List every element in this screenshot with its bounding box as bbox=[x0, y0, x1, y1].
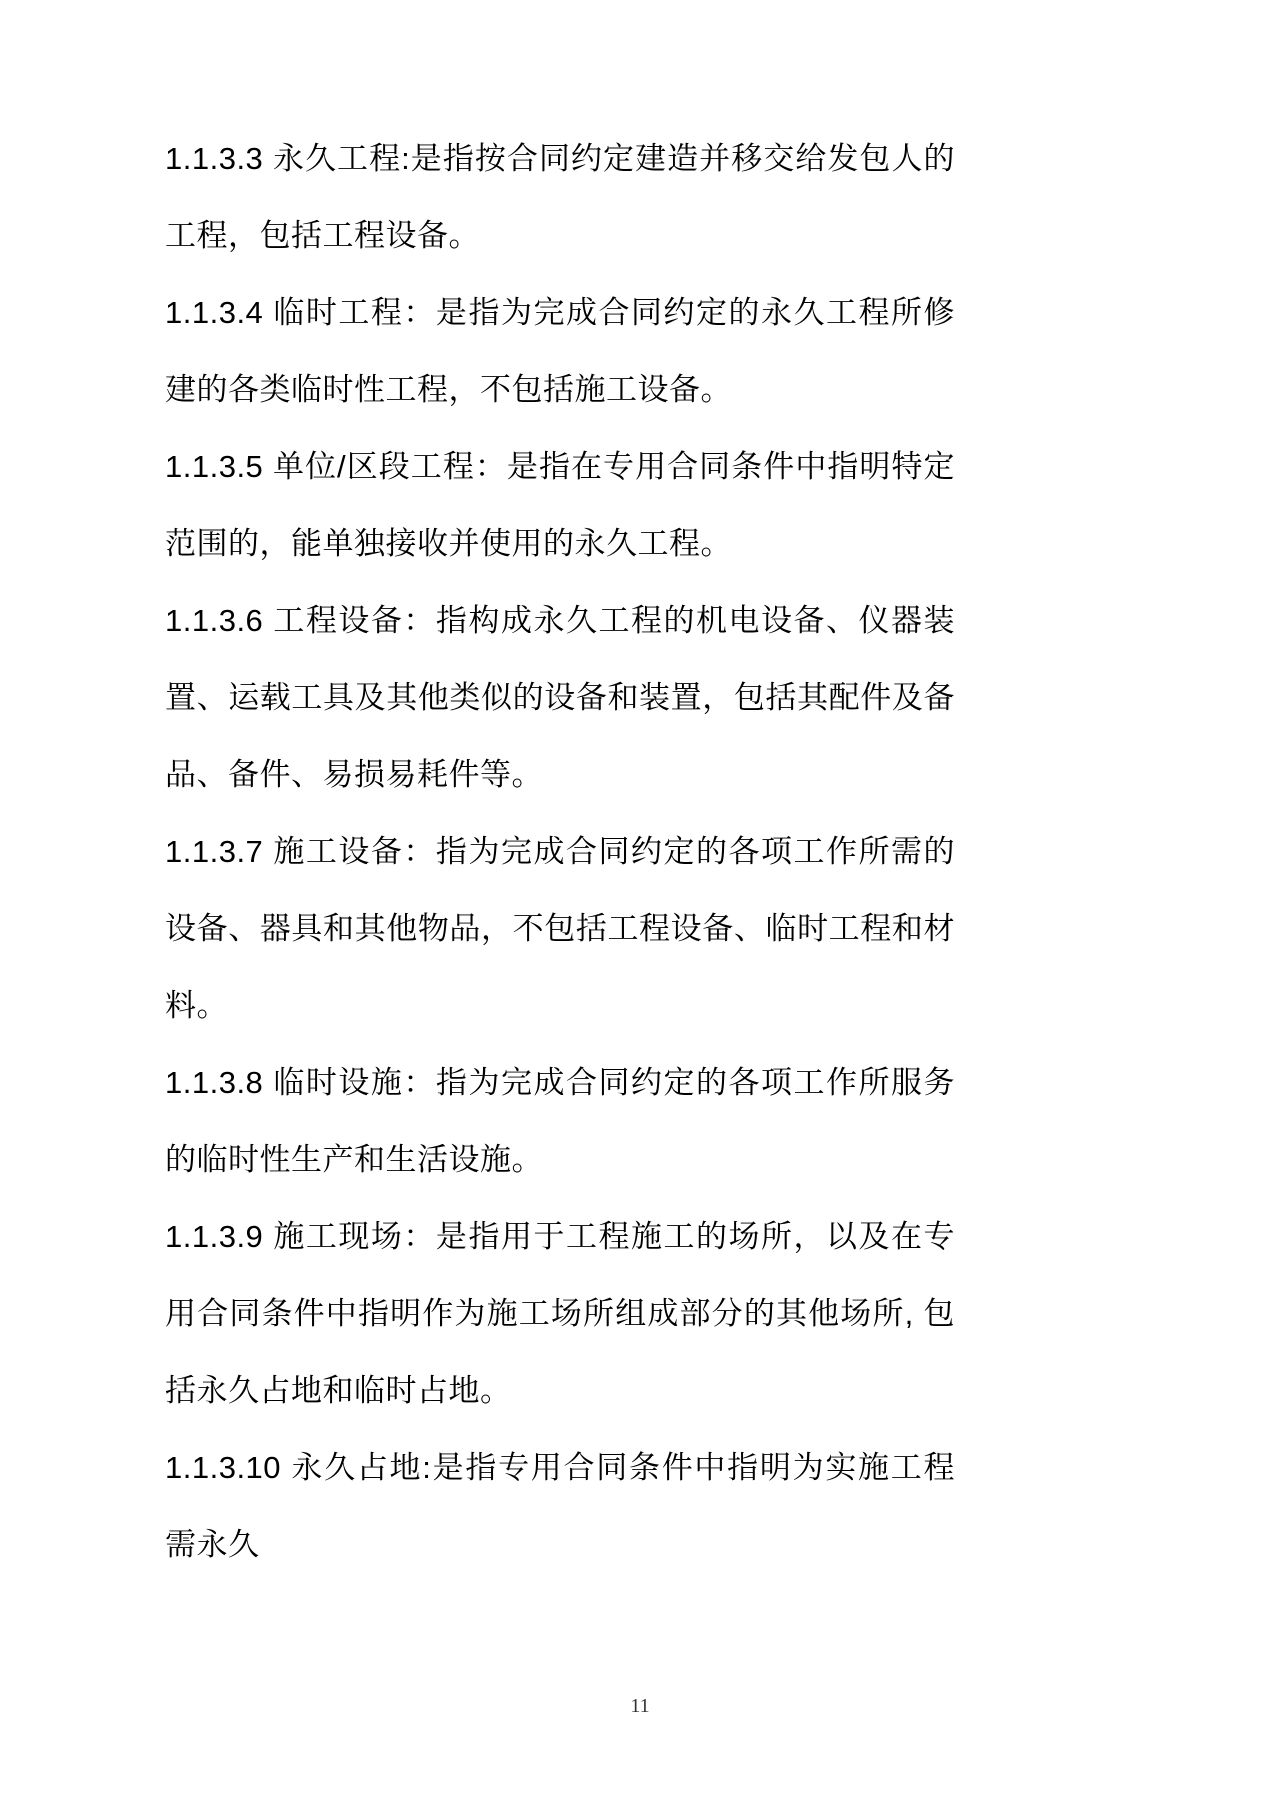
page-number: 11 bbox=[630, 1695, 650, 1717]
clause-paragraph-1-1-3-4: 1.1.3.4 临时工程：是指为完成合同约定的永久工程所修建的各类临时性工程，不包括施工设备。 bbox=[165, 295, 955, 407]
clause-paragraph-1-1-3-6: 1.1.3.6 工程设备：指构成永久工程的机电设备、仪器装置、运载工具及其他类似的设备和装置，包括其配件及备品、备件、易损易耗件等。 bbox=[165, 603, 955, 792]
clause-paragraph-1-1-3-10: 1.1.3.10 永久占地:是指专用合同条件中指明为实施工程需永久 bbox=[165, 1450, 955, 1562]
clause-paragraph-1-1-3-8: 1.1.3.8 临时设施：指为完成合同约定的各项工作所服务的临时性生产和生活设施。 bbox=[165, 1065, 955, 1177]
clause-paragraph-1-1-3-5: 1.1.3.5 单位/区段工程：是指在专用合同条件中指明特定范围的，能单独接收并使用的永久工程。 bbox=[165, 449, 955, 561]
page-footer bbox=[0, 1695, 1280, 1718]
clause-paragraph-1-1-3-3: 1.1.3.3 永久工程:是指按合同约定建造并移交给发包人的工程，包括工程设备。 bbox=[165, 141, 955, 253]
document-body bbox=[165, 120, 955, 1583]
clause-paragraph-1-1-3-9: 1.1.3.9 施工现场：是指用于工程施工的场所，以及在专用合同条件中指明作为施工场所组成部分的其他场所, 包括永久占地和临时占地。 bbox=[165, 1219, 955, 1408]
clause-paragraph-1-1-3-7: 1.1.3.7 施工设备：指为完成合同约定的各项工作所需的设备、器具和其他物品，不包括工程设备、临时工程和材料。 bbox=[165, 834, 955, 1023]
